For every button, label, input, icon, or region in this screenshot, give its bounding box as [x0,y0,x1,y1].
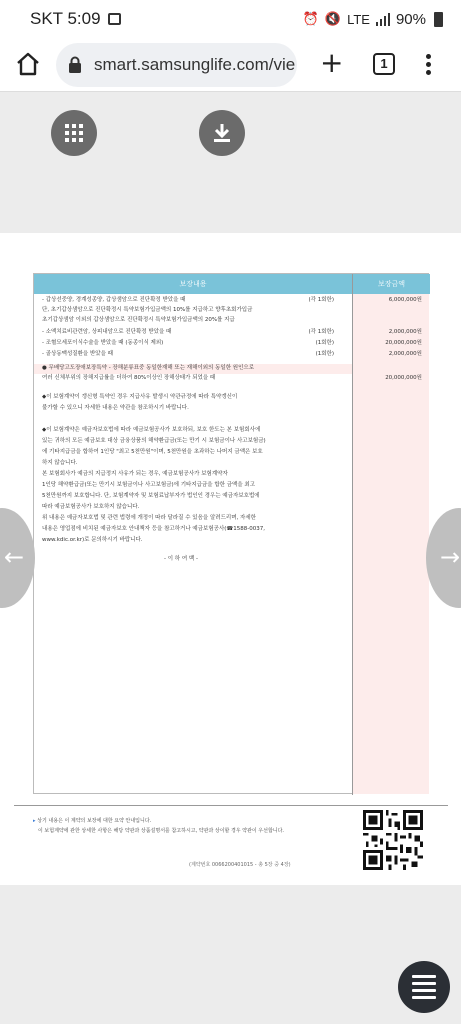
coverage-line: - 갑상선중양, 경계성종양, 갑상샘암으로 진단확정 받았을 때 (각 1회한) [42,297,334,303]
signal-icon [376,13,390,26]
coverage-amount: 20,000,000원 [385,340,422,346]
coverage-amount: 6,000,000원 [388,297,422,303]
battery-percent: 90% [395,10,426,28]
end-mark: - 이 하 여 백 - [164,556,198,562]
menu-icon [412,975,436,978]
url-text: smart.samsunglife.com/vie [94,55,296,74]
note-line: 있는 귀하의 모든 예금보호 대상 금융상품의 해약환급금(또는 만기 시 보험금이나 사고보험금) [42,438,266,444]
address-bar[interactable] [56,43,297,87]
note-line: www.kdic.or.kr)로 문의하시기 바랍니다. [42,537,143,543]
grid-icon [65,124,83,142]
note-line: 위 내용은 예금자보호법 및 관련 법령에 개정이 따라 달라질 수 있음을 알려드리며, 자세한 [42,515,256,521]
browser-toolbar [0,38,461,92]
footer-note-2: 이 보험계약에 관한 상세한 사항은 해당 약관과 상품설명서를 참고하시고, 약관과 상이할 경우 약관이 우선합니다. [38,828,285,834]
network-label: LTE [347,11,370,27]
status-icons [303,11,443,28]
home-icon[interactable] [15,51,41,77]
new-tab-button[interactable]: + [320,46,344,79]
lock-icon [68,56,82,74]
more-menu-icon[interactable] [421,54,435,76]
status-time: SKT 5:09 [30,9,101,28]
note-line: ◆이 보험계약이 갱신형 특약인 경우 지급사유 발생시 약관규정에 따라 특약갱신이 [42,394,238,400]
coverage-line: 여러 신체부위의 장해지급률을 더하여 80%이상인 장해상태가 되었을 때 [42,375,216,381]
coverage-line: - 조혈모세포이식수술을 받았을 때 (동종이식 제외) (1회한) [42,340,334,346]
coverage-line: - 골상동맥성질환을 받았을 때 (1회한) [42,351,334,357]
footer-divider [14,805,448,806]
coverage-line: 초기갑상샘암 이외의 갑상샘암으로 진단확정시 특약보험가입금액의 20%를 지급 [42,317,235,323]
coverage-amount: 2,000,000원 [388,329,422,335]
coverage-table [33,273,429,794]
floating-menu-button[interactable] [398,961,450,1013]
coverage-line: 단, 초기갑상샘암으로 진단확정시 특약보험가입금액의 10%를 지급하고 향후초회가입금 [42,307,253,313]
note-line: 본 보험회사가 예금의 지급정지 사유가 되는 경우, 예금보험공사가 보험계약자 [42,471,228,477]
coverage-line: - 소액치료비관련암, 상피내암으로 진단확정 받았을 때 (각 1회한) [42,329,334,335]
note-line: 따라 예금보험공사가 보호하지 않습니다. [42,504,140,510]
qr-code [363,810,423,870]
download-icon [213,123,231,143]
bullet-icon: ▸ [33,818,36,824]
arrow-right-icon: → [440,543,461,571]
document-page [0,233,461,885]
arrow-left-icon: ← [4,543,25,571]
coverage-amount: 20,000,000원 [385,375,422,381]
coverage-amount: 2,000,000원 [388,351,422,357]
status-bar [0,0,461,38]
alarm-icon: ⏰ [302,11,319,26]
note-line: 5천만원까지 보호합니다. 단, 보험계약자 및 보험료납부자가 법인인 경우는 예금자보호법에 [42,493,260,499]
note-line: 하지 않습니다. [42,460,78,466]
header-coverage: 보장내용 [34,274,352,294]
download-button[interactable] [199,110,245,156]
gallery-icon [108,13,121,25]
tab-switcher-button[interactable]: 1 [373,53,395,75]
note-line: 불가할 수 있으니 자세한 내용은 약관을 참조하시기 바랍니다. [42,405,189,411]
footer-note-1: ▸ 상기 내용은 이 계약의 보장에 대한 요약 안내입니다. [33,818,152,824]
header-amount: 보장금액 [353,274,430,294]
grid-view-button[interactable] [51,110,97,156]
note-line: 에 기타지급금을 합하여 1인당 "최고 5천만원"이며, 5천만원을 초과하는 나머지 금액은 보호 [42,449,263,455]
coverage-line: ● 무배당고도장애보장특약 - 장해분류표중 동일한재해 또는 재해이외의 동일한 원인으로 [42,365,255,371]
mute-icon: 🔇 [324,11,342,26]
page-number: (계약번호 0066200401015 - 총 5장 중 4장) [189,862,291,868]
column-divider [352,274,353,795]
note-line: ◆이 보험계약은 예금자보호법에 따라 예금보험공사가 보호하되, 보호 한도는 본 보험회사에 [42,427,261,433]
amount-column-bg [353,294,429,794]
battery-icon [434,12,443,27]
note-line: 내용은 영업점에 비치된 예금자보호 안내책자 등을 참고하거나 예금보험공사(☎1588-0037, [42,526,265,532]
note-line: 1인당 해약환급금(또는 만기시 보험금이나 사고보험금)에 기타지급금을 합한 금액을 최고 [42,482,256,488]
